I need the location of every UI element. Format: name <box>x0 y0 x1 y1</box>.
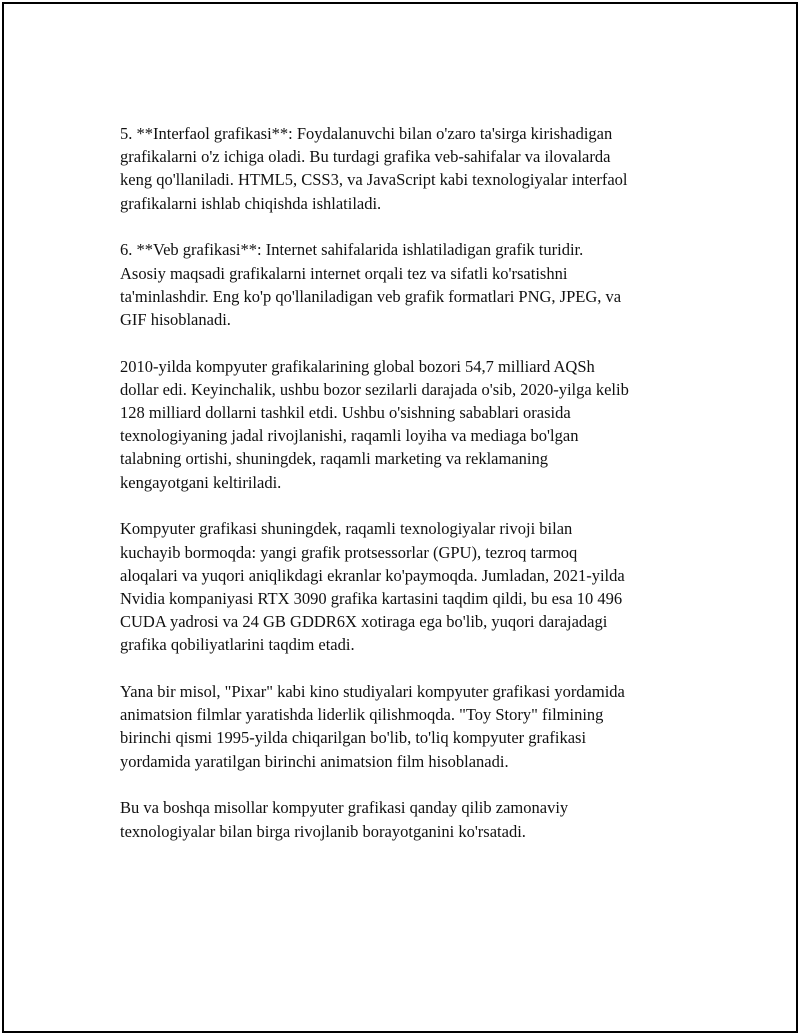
paragraph-web-graphics: 6. **Veb grafikasi**: Internet sahifalarida ishlatiladigan grafik turidir. Asosiy maqsadi grafikalarni internet orqali tez va sifatli ko'rsatishni ta'minlashdir. Eng ko'p qo'llaniladigan veb grafik formatlari PNG, JPEG, va GIF hisoblanadi. <box>120 240 622 329</box>
page-frame <box>2 2 798 1033</box>
paragraph-gpu-technology: Kompyuter grafikasi shuningdek, raqamli texnologiyalar rivoji bilan kuchayib bormoqda: yangi grafik protsessorlar (GPU), tezroq tarmoq aloqalari va yuqori aniqlikdagi ekranlar ko'paymoqda. Jumladan, 2021-yilda Nvidia kompaniyasi RTX 3090 grafika kartasini taqdim qildi, bu esa 10 496 CUDA yadrosi va 24 GB GDDR6X xotiraga ega bo'lib, yuqori darajadagi grafika qobiliyatlarini taqdim etadi. <box>120 519 625 655</box>
paragraph-interactive-graphics: 5. **Interfaol grafikasi**: Foydalanuvchi bilan o'zaro ta'sirga kirishadigan grafikalarni o'z ichiga oladi. Bu turdagi grafika veb-sahifalar va ilovalarda keng qo'llaniladi. HTML5, CSS3, va JavaScript kabi texnologiyalar interfaol grafikalarni ishlab chiqishda ishlatiladi. <box>120 124 628 213</box>
paragraph-conclusion: Bu va boshqa misollar kompyuter grafikasi qanday qilib zamonaviy texnologiyalar bilan birga rivojlanib borayotganini ko'rsatadi. <box>120 798 569 841</box>
paragraph-pixar-example: Yana bir misol, "Pixar" kabi kino studiyalari kompyuter grafikasi yordamida animatsion filmlar yaratishda liderlik qilishmoqda. "Toy Story" filmining birinchi qismi 1995-yilda chiqarilgan bo'lib, to'liq kompyuter grafikasi yordamida yaratilgan birinchi animatsion film hisoblanadi. <box>120 682 625 771</box>
paragraph-market-growth: 2010-yilda kompyuter grafikalarining global bozori 54,7 milliard AQSh dollar edi. Keyinchalik, ushbu bozor sezilarli darajada o'sib, 2020-yilga kelib 128 milliard dollarni tashkil etdi. Ushbu o'sishning sabablari orasida texnologiyaning jadal rivojlanishi, raqamli loyiha va mediaga bo'lgan talabning ortishi, shuningdek, raqamli marketing va reklamaning kengayotgani keltiriladi. <box>120 356 629 492</box>
document-body <box>120 122 695 866</box>
